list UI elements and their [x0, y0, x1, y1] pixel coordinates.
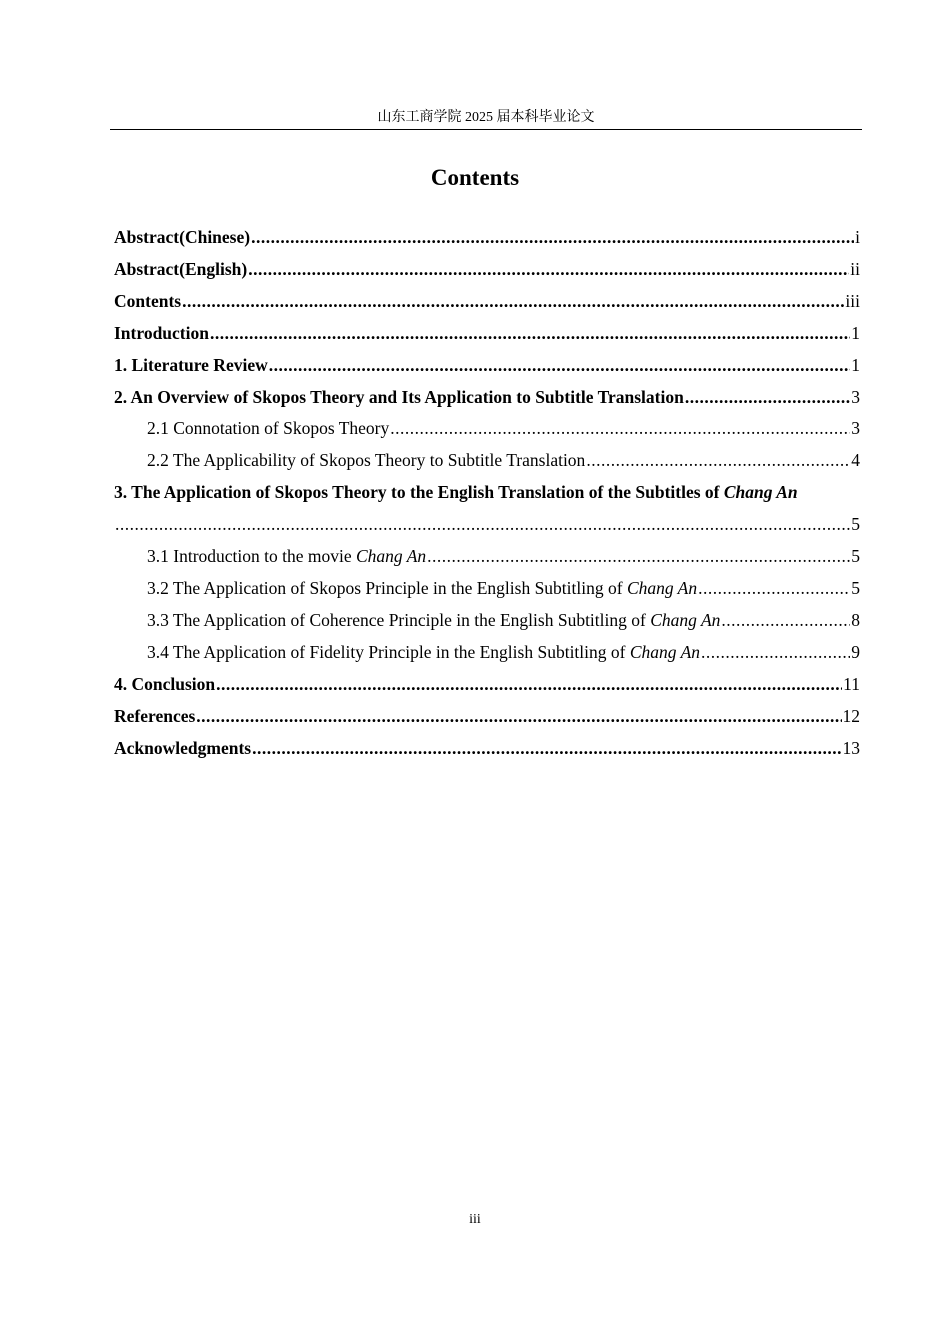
page-number: iii	[469, 1212, 481, 1227]
toc-entry-application-skopos[interactable]	[114, 480, 860, 504]
toc-label: 3. The Application of Skopos Theory to the English Translation of the Subtitles of Chang An	[114, 482, 798, 502]
toc-entry-references[interactable]	[114, 704, 860, 728]
toc-entry-literature-review[interactable]	[114, 353, 860, 377]
toc-entry-abstract-chinese[interactable]	[114, 225, 860, 249]
toc-entry-2-1[interactable]	[147, 416, 860, 440]
toc-leader	[216, 672, 842, 696]
toc-entry-2-2[interactable]	[147, 448, 860, 472]
toc-label: 3.4 The Application of Fidelity Principle in the English Subtitling of Chang An	[147, 642, 701, 662]
toc-leader	[248, 257, 849, 281]
toc-label: 2. An Overview of Skopos Theory and Its Application to Subtitle Translation	[114, 387, 684, 407]
toc-leader	[586, 448, 850, 472]
toc-label: 4. Conclusion	[114, 674, 216, 694]
toc-label: 3.1 Introduction to the movie Chang An	[147, 546, 427, 566]
toc-label: 3.2 The Application of Skopos Principle in the English Subtitling of Chang An	[147, 578, 698, 598]
toc-leader	[182, 289, 844, 313]
page-title: Contents	[430, 165, 520, 190]
toc-page: 3	[851, 387, 860, 407]
toc-entry-introduction[interactable]	[114, 321, 860, 345]
toc-leader	[390, 416, 850, 440]
toc-leader	[698, 576, 850, 600]
toc-entry-acknowledgments[interactable]	[114, 736, 860, 760]
toc-page: i	[855, 227, 860, 247]
toc-leader	[685, 385, 850, 409]
toc-label: 3.3 The Application of Coherence Principle in the English Subtitling of Chang An	[147, 610, 721, 630]
toc-page: 11	[843, 674, 860, 694]
toc-page: 1	[851, 355, 860, 375]
toc-label: 2.1 Connotation of Skopos Theory	[147, 418, 390, 438]
toc-entry-3-4[interactable]	[147, 640, 860, 664]
toc-label: Introduction	[114, 323, 209, 343]
toc-label: 1. Literature Review	[114, 355, 268, 375]
toc-page: 13	[842, 738, 860, 758]
toc-leader	[196, 704, 841, 728]
toc-label: References	[114, 706, 196, 726]
toc-page: 12	[842, 706, 860, 726]
toc-leader	[721, 608, 850, 632]
toc-label: Contents	[114, 291, 182, 311]
toc-entry-application-skopos-leader[interactable]	[114, 512, 860, 536]
toc-leader	[115, 512, 850, 536]
toc-page: iii	[845, 291, 860, 311]
toc-leader	[251, 225, 854, 249]
toc-leader	[269, 353, 851, 377]
toc-page: 5	[851, 578, 860, 598]
toc-page: 9	[851, 642, 860, 662]
toc-entry-3-1[interactable]	[147, 544, 860, 568]
toc-entry-3-2[interactable]	[147, 576, 860, 600]
toc-leader	[427, 544, 850, 568]
toc-entry-3-3[interactable]	[147, 608, 860, 632]
toc-page: 4	[851, 450, 860, 470]
toc-page: 3	[851, 418, 860, 438]
toc-leader	[252, 736, 841, 760]
toc-page: 8	[851, 610, 860, 630]
toc-label: Acknowledgments	[114, 738, 252, 758]
toc-entry-conclusion[interactable]	[114, 672, 860, 696]
toc-page: 1	[851, 323, 860, 343]
toc-entry-abstract-english[interactable]	[114, 257, 860, 281]
toc-entry-overview-skopos[interactable]	[114, 385, 860, 409]
toc-page: ii	[850, 259, 860, 279]
toc-page: 5	[851, 546, 860, 566]
toc-leader	[701, 640, 850, 664]
toc-label: Abstract(English)	[114, 259, 248, 279]
toc-label: 2.2 The Applicability of Skopos Theory to Subtitle Translation	[147, 450, 586, 470]
page-header: 山东工商学院 2025 届本科毕业论文	[110, 108, 862, 130]
toc-leader	[210, 321, 850, 345]
toc-entry-contents[interactable]	[114, 289, 860, 313]
toc-label: Abstract(Chinese)	[114, 227, 251, 247]
toc-page: 5	[851, 514, 860, 534]
